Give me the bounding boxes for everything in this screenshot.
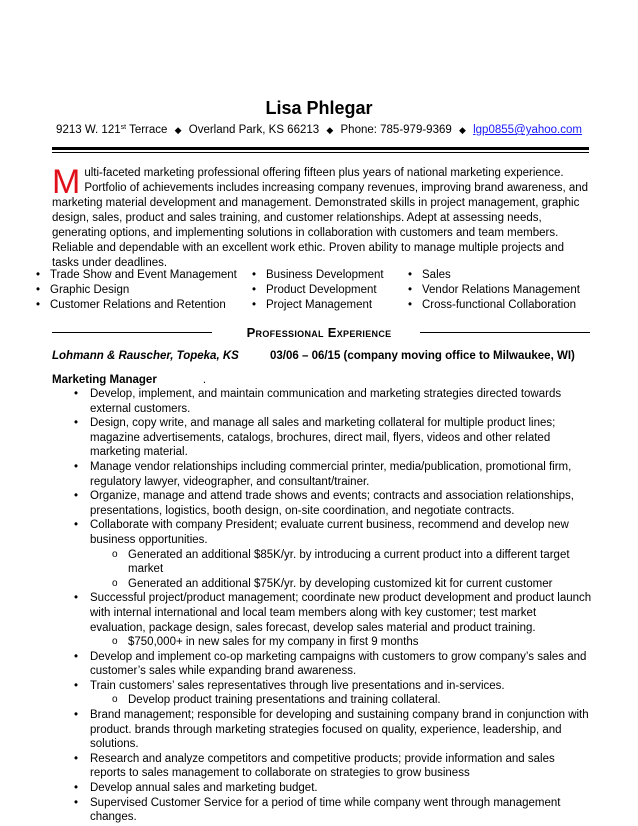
bullet-item: • Organize, manage and attend trade shows and events; contracts and association relationships, presentations, logistics, booth design, on-site coordination, and negotiate contracts.	[52, 489, 592, 518]
section-rule-right	[420, 332, 590, 333]
skill-item: • Customer Relations and Retention	[36, 298, 237, 313]
section-title: Professional Experience	[246, 325, 392, 340]
bullet-item: • Brand management; responsible for developing and sustaining company brand in conjunction with product. brands through marketing strategies focused on quality, experience, leadership, and solutions.	[52, 708, 592, 752]
address-street-suffix: Terrace	[126, 124, 168, 136]
diamond-separator-icon: ◆	[458, 125, 466, 135]
bullet-item: • Design, copy write, and manage all sales and marketing collateral for multiple product lines; magazine advertisements, catalogs, brochures, direct mail, flyers, videos and other related marketing material.	[52, 416, 592, 460]
bullet-item: • Successful project/product management; coordinate new product development and product launch with internal international and local team members along with key customer; test market evaluation, package design, sales forecast, develop sales material and product training.	[52, 591, 592, 635]
email-link[interactable]: lgp0855@yahoo.com	[473, 124, 582, 136]
skills-column-1	[36, 268, 237, 313]
bullet-item: • Research and analyze competitors and competitive products; provide information and sales reports to sales management to collaborate on strategies to grow business	[52, 752, 592, 781]
skills-column-3	[408, 268, 580, 313]
address-ordinal: st	[120, 124, 127, 131]
sub-bullet-item: o Generated an additional $75K/yr. by developing customized kit for current customer	[52, 577, 592, 592]
phone: Phone: 785-979-9369	[340, 124, 452, 136]
address-street: 9213 W. 121	[56, 124, 121, 136]
skills-column-2	[252, 268, 384, 313]
bullet-item: • Develop, implement, and maintain communication and marketing strategies directed towards external customers.	[52, 387, 592, 416]
sub-bullet-item: o Generated an additional $85K/yr. by introducing a current product into a different target market	[52, 548, 592, 577]
diamond-separator-icon: ◆	[174, 125, 182, 135]
header-divider-thin	[52, 152, 589, 153]
summary-dropcap: M	[52, 163, 81, 201]
skill-item: • Product Development	[252, 283, 384, 298]
diamond-separator-icon: ◆	[326, 125, 334, 135]
bullet-item: • Manage vendor relationships including commercial printer, media/publication, promotional firm, regulatory lawyer, videographer, and consultant/trainer.	[52, 460, 592, 489]
professional-summary	[52, 163, 592, 271]
skill-item: • Graphic Design	[36, 283, 237, 298]
job-header	[52, 350, 592, 362]
sub-bullet-item: o Develop product training presentations and training collateral.	[52, 693, 592, 708]
job-title	[52, 374, 206, 386]
skill-item: • Business Development	[252, 268, 384, 283]
skill-item: • Trade Show and Event Management	[36, 268, 237, 283]
bullet-item: • Supervised Customer Service for a period of time while company went through management changes.	[52, 796, 592, 825]
skill-item: • Project Management	[252, 298, 384, 313]
header-divider-thick	[52, 147, 589, 150]
company-name: Lohmann & Rauscher, Topeka, KS	[52, 350, 239, 362]
bullet-item: • Develop annual sales and marketing budget.	[52, 781, 592, 796]
role-dot: .	[202, 374, 207, 386]
skill-item: • Cross-functional Collaboration	[408, 298, 580, 313]
summary-text: ulti-faceted marketing professional offering fifteen plus years of national marketing experience. Portfolio of achievements includes increasing company revenues, improving brand awareness, and marketing material development and management. Demonstrated skills in project management, graphic design, sales, product and sales training, and customer relationships. Adept at assessing needs, generating options, and implementing solutions in collaboration with customers and team members. Reliable and dependable with an excellent work ethic. Proven ability to manage multiple projects and tasks under deadlines.	[52, 167, 589, 269]
contact-line	[0, 124, 638, 136]
duties-list	[52, 387, 592, 825]
skill-item: • Vendor Relations Management	[408, 283, 580, 298]
bullet-item: • Collaborate with company President; evaluate current business, recommend and develop new business opportunities.	[52, 518, 592, 547]
sub-bullet-item: o $750,000+ in new sales for my company in first 9 months	[52, 635, 592, 650]
job-dates: 03/06 – 06/15 (company moving office to Milwaukee, WI)	[270, 350, 575, 362]
skill-item: • Sales	[408, 268, 580, 283]
bullet-item: • Train customers’ sales representatives through live presentations and in-services.	[52, 679, 592, 694]
address-city: Overland Park, KS 66213	[188, 124, 320, 136]
candidate-name: Lisa Phlegar	[265, 98, 373, 118]
role-name: Marketing Manager	[52, 374, 157, 386]
bullet-item: • Develop and implement co-op marketing campaigns with customers to grow company’s sales and customer’s sales while expanding brand awareness.	[52, 650, 592, 679]
